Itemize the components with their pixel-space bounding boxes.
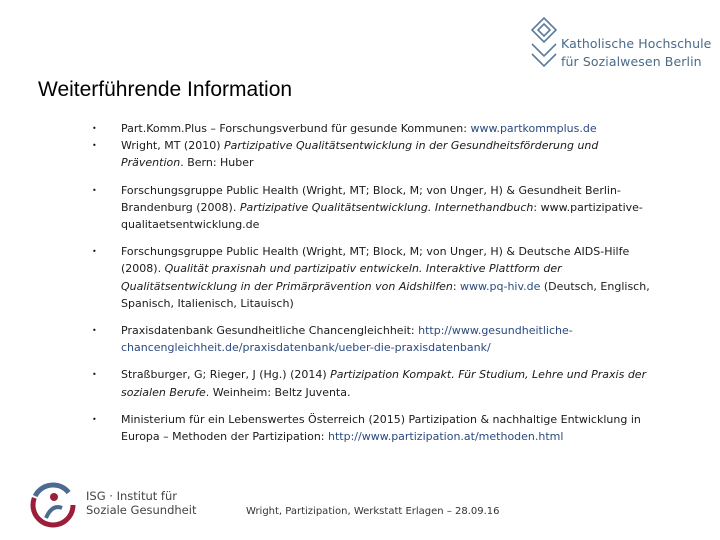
reference-text: [121, 245, 650, 310]
isg-logo-icon: [28, 480, 78, 530]
reference-item: [92, 322, 652, 356]
ref-link[interactable]: www.partkommplus.de: [470, 122, 597, 135]
ref-link[interactable]: http://www.partizipation.at/methoden.html: [328, 430, 564, 444]
ref-text-segment: Part.Komm.Plus – Forschungsverbund für gesunde Kommunen:: [121, 122, 471, 135]
ref-text-segment: Straßburger, G; Rieger, J (Hg.) (2014): [121, 368, 331, 382]
khsb-logo-line1: Katholische Hochschule: [561, 36, 712, 51]
reference-text: [121, 413, 641, 443]
reference-text: [121, 184, 643, 231]
ref-text-segment: Forschungsgruppe Public Health (Wright, MT; Block, M; von Unger, H) & Deutsche AIDS-Hilfe (2008).: [121, 245, 630, 276]
reference-item: [92, 137, 652, 171]
ref-text-segment: : www.partizipative-qualitaetsentwicklung.de: [121, 200, 643, 232]
isg-logo-line2: Soziale Gesundheit: [86, 503, 197, 517]
footer-text: Wright, Partizipation, Werkstatt Erlagen – 28.09.16: [246, 506, 500, 517]
khsb-logo: [528, 14, 713, 70]
bullet: •: [92, 141, 97, 151]
reference-item: [92, 120, 652, 137]
reference-item: [92, 411, 652, 445]
ref-link[interactable]: www.pq-hiv.de: [460, 279, 541, 293]
reference-text: [121, 324, 573, 354]
ref-title-italic: Partizipative Qualitätsentwicklung in der Gesundheitsförderung und Prävention: [121, 139, 599, 170]
bullet: •: [92, 247, 97, 257]
ref-text-segment: . Bern: Huber: [180, 156, 254, 170]
ref-text-segment: Praxisdatenbank Gesundheitliche Chancengleichheit:: [121, 324, 419, 338]
reference-text: [121, 122, 597, 135]
ref-text-segment: Wright, MT (2010): [121, 139, 225, 153]
reference-list: [92, 120, 652, 455]
reference-item: [92, 243, 652, 312]
ref-text-segment: . Weinheim: Beltz Juventa.: [205, 385, 351, 399]
ref-text-segment: (Deutsch, Englisch, Spanisch, Italienisch, Litauisch): [121, 279, 650, 310]
reference-item: [92, 366, 652, 400]
ref-text-segment: Forschungsgruppe Public Health (Wright, MT; Block, M; von Unger, H) & Gesundheit Berlin-Brandenburg (2008).: [121, 183, 621, 214]
reference-text: [121, 368, 646, 398]
page-title: Weiterführende Information: [38, 78, 293, 101]
bullet: •: [92, 370, 97, 380]
bullet: •: [92, 326, 97, 336]
ref-text-segment: Ministerium für ein Lebenswertes Österreich (2015) Partizipation & nachhaltige Entwicklung in Europa – Methoden der Partizipation:: [121, 412, 641, 444]
isg-logo-line1: ISG · Institut für: [86, 489, 177, 503]
reference-text: [121, 139, 598, 169]
isg-logo: [28, 480, 238, 530]
bullet: •: [92, 185, 97, 195]
ref-title-italic: Qualität praxisnah und partizipativ entwickeln. Interaktive Plattform der Qualitätsentwicklung in der Primärprävention von Aidshilfen: [121, 262, 562, 293]
ref-title-italic: Partizipative Qualitätsentwicklung. Internethandbuch: [239, 200, 534, 214]
ref-title-italic: Partizipation Kompakt. Für Studium, Lehre und Praxis der sozialen Berufe: [121, 368, 647, 399]
khsb-logo-line2: für Sozialwesen Berlin: [561, 54, 702, 69]
bullet: •: [92, 124, 97, 133]
ref-text-segment: :: [452, 279, 461, 293]
khsb-logo-icon: [528, 14, 560, 70]
ref-link[interactable]: http://www.gesundheitliche-chancengleichheit.de/praxisdatenbank/ueber-die-praxisdatenbank/: [121, 324, 573, 355]
bullet: •: [92, 414, 97, 424]
reference-item: [92, 182, 652, 234]
